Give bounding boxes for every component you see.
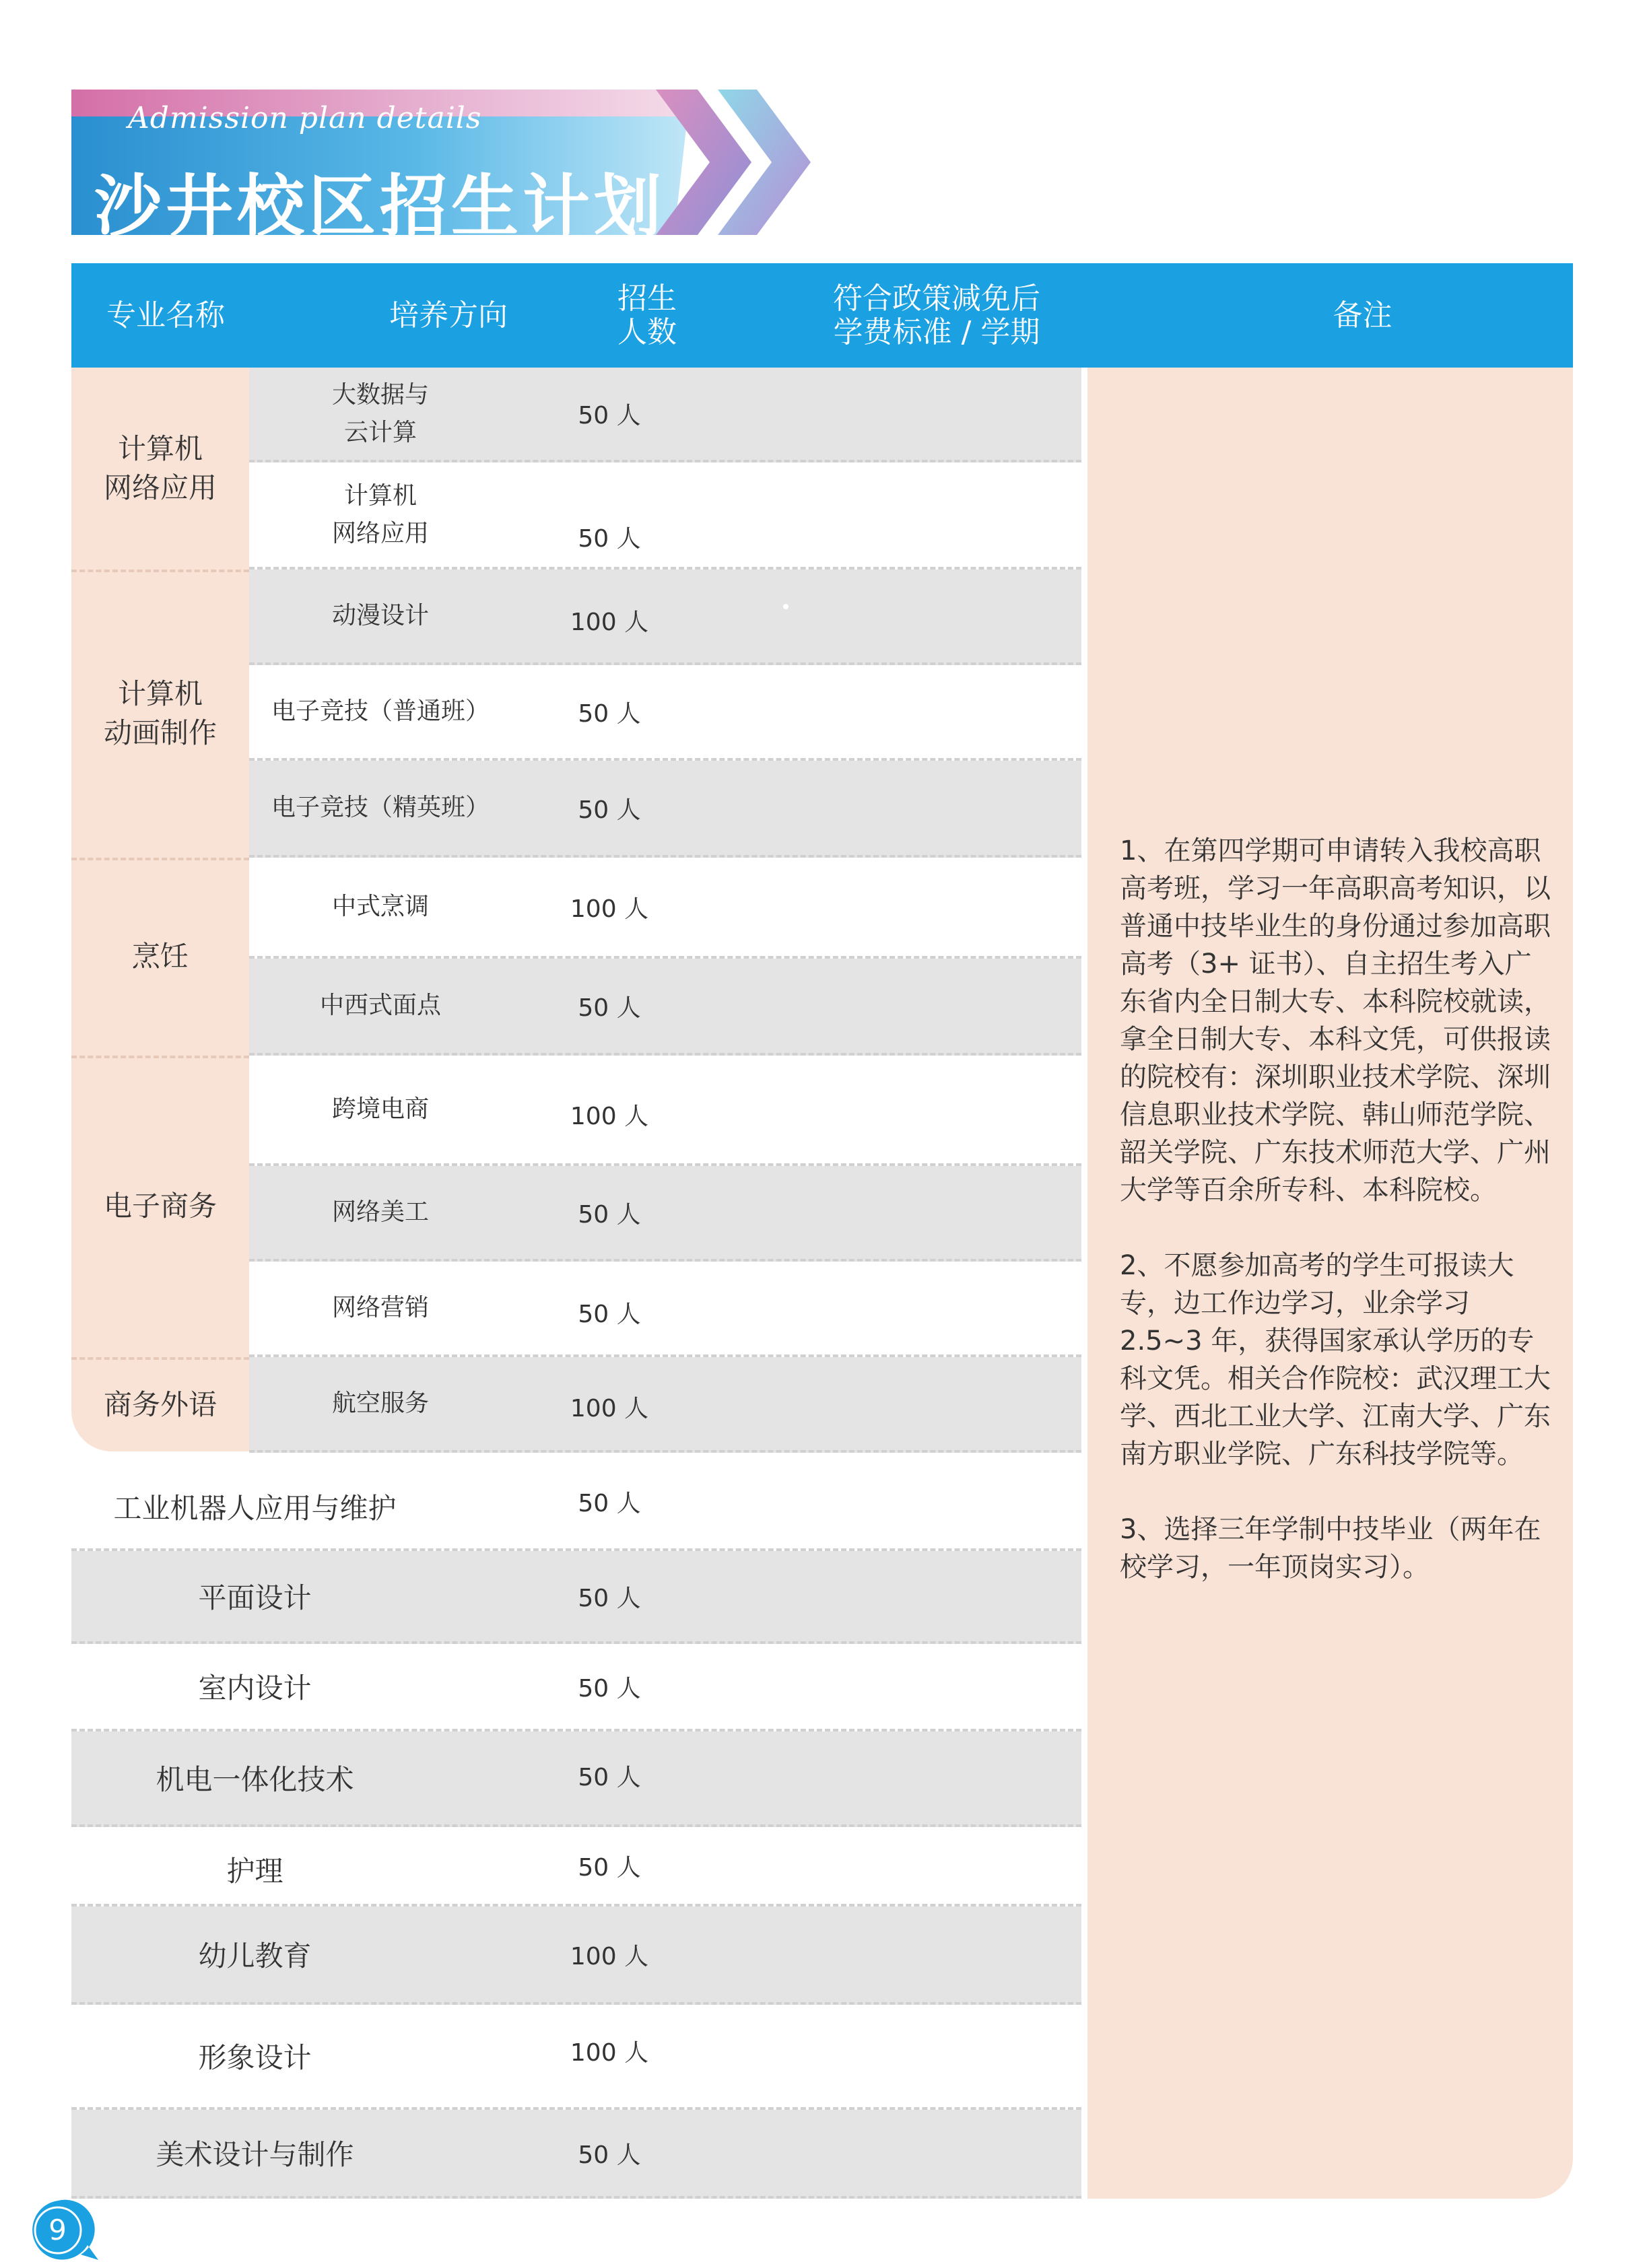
major-name: 计算机 动画制作: [103, 677, 217, 749]
remark-1: 1、在第四学期可申请转入我校高职高考班，学习一年高职高考知识，以普通中技毕业生的身份通过参加高职高考（3+ 证书）、自主招生考入广东省内全日制大专、本科院校就读，拿全日制大专、本科文凭，可供报读的院校有：深圳职业技术学院、深圳信息职业技术学院、韩山师范学院、韶关学院、广东技术师范大学、广州大学等百余所专科、本科院校。: [1120, 835, 1551, 1206]
table-header: [71, 263, 1573, 368]
major-name: 平面设计: [198, 1581, 312, 1614]
enrollment-cell: 100 人: [570, 1102, 649, 1130]
enrollment-cell: 100 人: [570, 895, 649, 923]
direction-cell: 中式烹调: [331, 893, 429, 920]
direction-cell: 大数据与 云计算: [331, 380, 429, 446]
major-name: 机电一体化技术: [156, 1763, 354, 1796]
enrollment-cell: 50 人: [578, 2141, 641, 2169]
direction-cell: 航空服务: [331, 1389, 429, 1417]
enrollment-cell: 50 人: [578, 402, 641, 429]
decorative-dot: [783, 604, 788, 609]
header-direction: 培养方向: [389, 298, 508, 333]
direction-cell: 网络营销: [331, 1294, 429, 1321]
major-name: 电子商务: [103, 1190, 217, 1223]
enrollment-cell: 100 人: [570, 1942, 649, 1970]
enrollment-cell: 100 人: [570, 608, 649, 636]
enrollment-cell: 50 人: [578, 1763, 641, 1791]
banner-subtitle: Admission plan details: [128, 101, 482, 135]
enrollment-cell: 50 人: [578, 1674, 641, 1703]
direction-cell: 网络美工: [331, 1198, 429, 1226]
major-name: 护理: [226, 1855, 283, 1888]
enrollment-cell: 50 人: [578, 1489, 641, 1517]
enrollment-cell: 50 人: [578, 796, 641, 824]
header-major-name: 专业名称: [106, 298, 225, 333]
direction-cell: 中西式面点: [319, 992, 441, 1019]
enrollment-cell: 100 人: [570, 2038, 649, 2067]
major-name: 形象设计: [198, 2041, 312, 2074]
enrollment-cell: 50 人: [578, 525, 641, 553]
major-name: 计算机 网络应用: [103, 432, 217, 504]
direction-cell: 跨境电商: [331, 1095, 429, 1123]
remarks-text: [1120, 832, 1557, 1624]
major-name: 室内设计: [198, 1672, 312, 1705]
direction-cell: 电子竞技（精英班）: [271, 794, 490, 821]
header-enrollment: 招生 人数: [617, 281, 677, 349]
major-name: 幼儿教育: [198, 1939, 312, 1972]
enrollment-cell: 100 人: [570, 1394, 649, 1422]
major-name: 美术设计与制作: [156, 2138, 354, 2171]
enrollment-cell: 50 人: [578, 1300, 641, 1328]
major-name: 工业机器人应用与维护: [113, 1492, 397, 1525]
header-remarks: 备注: [1333, 298, 1392, 333]
page-title: 沙井校区招生计划: [94, 167, 665, 246]
direction-cell: 动漫设计: [331, 602, 429, 629]
enrollment-cell: 50 人: [578, 1584, 641, 1612]
major-name: 商务外语: [103, 1388, 217, 1421]
enrollment-cell: 50 人: [578, 699, 641, 728]
direction-cell: 计算机 网络应用: [331, 481, 429, 547]
page-number: 9: [48, 2213, 67, 2246]
major-name: 烹饪: [131, 940, 189, 973]
enrollment-cell: 50 人: [578, 1200, 641, 1229]
enrollment-cell: 50 人: [578, 1853, 641, 1882]
page-number-badge: [26, 2198, 100, 2265]
remark-3: 3、选择三年学制中技毕业（两年在校学习，一年顶岗实习）。: [1120, 1514, 1541, 1583]
header-tuition: 符合政策减免后 学费标准 / 学期: [833, 281, 1040, 349]
remark-2: 2、不愿参加高考的学生可报读大专，边工作边学习，业余学习 2.5~3 年，获得国家承认学历的专科文凭。相关合作院校：武汉理工大学、西北工业大学、江南大学、广东南方职业学院、广东科技学院等。: [1120, 1250, 1551, 1470]
direction-cell: 电子竞技（普通班）: [271, 697, 490, 725]
enrollment-cell: 50 人: [578, 994, 641, 1022]
